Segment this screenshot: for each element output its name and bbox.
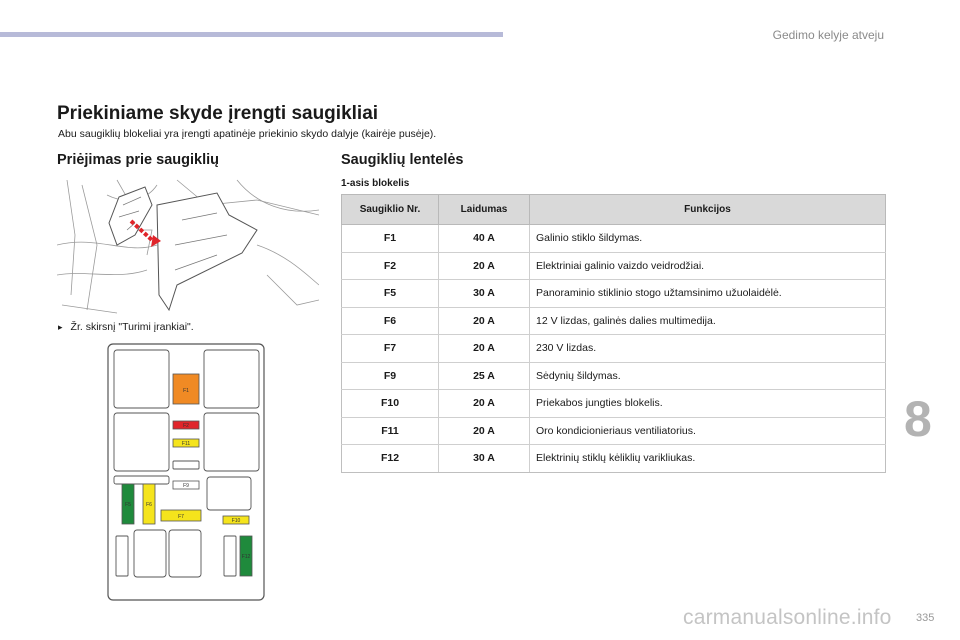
fuse-f1-label: F1 bbox=[183, 388, 189, 394]
fuse-function: Panoraminio stiklinio stogo užtamsinimo užuolaidėlė. bbox=[530, 280, 886, 308]
block-label: 1-asis blokelis bbox=[341, 178, 410, 189]
fuse-function: Priekabos jungties blokelis. bbox=[530, 390, 886, 418]
fuse-rating: 20 A bbox=[439, 252, 530, 280]
fuse-f11-label: F11 bbox=[181, 441, 191, 447]
table-row bbox=[342, 252, 886, 280]
col-fuse-number: Saugiklio Nr. bbox=[342, 195, 439, 225]
fuse-table bbox=[341, 194, 886, 473]
fuse-table-header bbox=[342, 195, 886, 225]
table-row bbox=[342, 362, 886, 390]
fuse-box-diagram bbox=[107, 343, 265, 601]
fuse-function: 12 V lizdas, galinės dalies multimedija. bbox=[530, 307, 886, 335]
intro-text: Abu saugiklių blokeliai yra įrengti apatinėje priekinio skydo dalyje (kairėje pusėje). bbox=[58, 128, 437, 140]
table-row bbox=[342, 280, 886, 308]
watermark: carmanualsonline.info bbox=[683, 606, 892, 629]
arrow-icon: ▸ bbox=[58, 322, 63, 332]
fuse-function: Elektrinių stiklų kėliklių varikliukas. bbox=[530, 445, 886, 473]
fuse-f9-label: F9 bbox=[183, 483, 189, 489]
fuse-f7-label: F7 bbox=[178, 514, 184, 520]
chapter-title: Gedimo kelyje atveju bbox=[772, 28, 884, 42]
page-number: 335 bbox=[916, 612, 935, 624]
fuse-function: Elektriniai galinio vaizdo veidrodžiai. bbox=[530, 252, 886, 280]
fuse-rating: 20 A bbox=[439, 417, 530, 445]
table-row bbox=[342, 445, 886, 473]
tables-section-title: Saugiklių lentelės bbox=[341, 152, 464, 168]
fuse-rating: 25 A bbox=[439, 362, 530, 390]
chapter-number: 8 bbox=[904, 391, 932, 447]
see-tools-note-text: Žr. skirsnį "Turimi įrankiai". bbox=[70, 321, 194, 333]
fuse-number: F7 bbox=[342, 335, 439, 363]
table-row bbox=[342, 335, 886, 363]
fuse-number: F12 bbox=[342, 445, 439, 473]
col-functions: Funkcijos bbox=[530, 195, 886, 225]
fuse-function: 230 V lizdas. bbox=[530, 335, 886, 363]
fuse-function: Oro kondicionieriaus ventiliatorius. bbox=[530, 417, 886, 445]
fuse-f6-label: F6 bbox=[146, 502, 152, 508]
fuse-number: F6 bbox=[342, 307, 439, 335]
table-row bbox=[342, 307, 886, 335]
fuse-number: F1 bbox=[342, 225, 439, 253]
fuse-f12-label: F12 bbox=[241, 554, 251, 560]
see-tools-note bbox=[58, 321, 194, 333]
fuse-rating: 20 A bbox=[439, 335, 530, 363]
fuse-rating: 20 A bbox=[439, 307, 530, 335]
header-accent-bar bbox=[0, 32, 503, 37]
fuse-rating: 30 A bbox=[439, 280, 530, 308]
table-row bbox=[342, 225, 886, 253]
fuse-function: Galinio stiklo šildymas. bbox=[530, 225, 886, 253]
page-title: Priekiniame skyde įrengti saugikliai bbox=[57, 103, 379, 124]
fuse-f2-label: F2 bbox=[183, 423, 189, 429]
fuse-number: F11 bbox=[342, 417, 439, 445]
fuse-rating: 40 A bbox=[439, 225, 530, 253]
fuse-number: F10 bbox=[342, 390, 439, 418]
fuse-function: Sėdynių šildymas. bbox=[530, 362, 886, 390]
access-section-title: Priėjimas prie saugiklių bbox=[57, 152, 219, 168]
fuse-f5-label: F5 bbox=[125, 502, 131, 508]
col-rating: Laidumas bbox=[439, 195, 530, 225]
table-row bbox=[342, 417, 886, 445]
fuse-number: F2 bbox=[342, 252, 439, 280]
fuse-f10-label: F10 bbox=[231, 518, 241, 524]
table-row bbox=[342, 390, 886, 418]
fuse-rating: 20 A bbox=[439, 390, 530, 418]
fuse-access-illustration bbox=[57, 175, 319, 317]
fuse-rating: 30 A bbox=[439, 445, 530, 473]
fuse-number: F5 bbox=[342, 280, 439, 308]
fuse-number: F9 bbox=[342, 362, 439, 390]
